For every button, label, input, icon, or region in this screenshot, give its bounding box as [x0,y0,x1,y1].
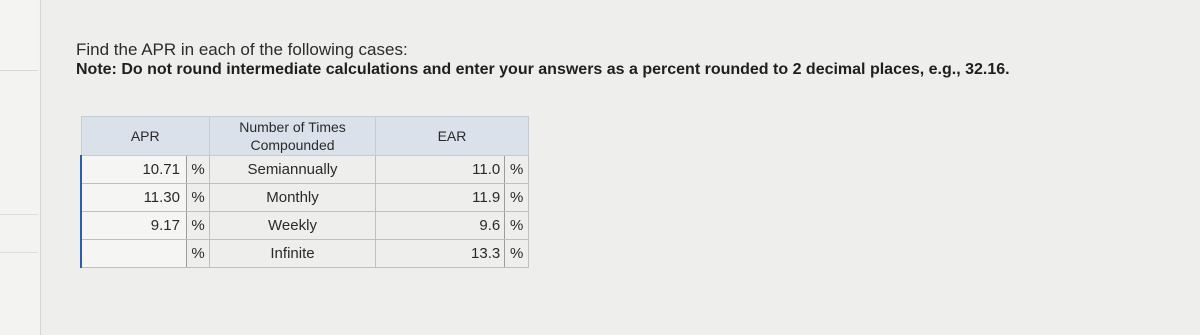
header-apr: APR [81,117,210,156]
percent-unit: % [505,156,529,184]
header-ear: EAR [376,117,529,156]
percent-unit: % [187,184,210,212]
sidebar-divider [0,252,38,253]
question-text: Find the APR in each of the following cases: [76,40,408,59]
compounding-frequency: Weekly [210,212,376,240]
left-sidebar [0,0,41,335]
percent-unit: % [187,212,210,240]
percent-unit: % [505,184,529,212]
ear-value: 13.3 [376,240,505,268]
header-compounded-line1: Number of Times [239,119,346,135]
apr-input[interactable]: 9.17 [81,212,187,240]
ear-value: 9.6 [376,212,505,240]
compounding-frequency: Monthly [210,184,376,212]
apr-table [80,116,529,268]
compounding-frequency: Semiannually [210,156,376,184]
table-row [81,184,529,212]
header-compounded-line2: Compounded [250,137,335,153]
percent-unit: % [187,156,210,184]
percent-unit: % [505,240,529,268]
ear-value: 11.0 [376,156,505,184]
sidebar-top-card[interactable] [0,0,38,71]
table-row [81,212,529,240]
question-instructions [76,40,1010,80]
table-header-row [81,117,529,156]
apr-input[interactable]: 11.30 [81,184,187,212]
table-row [81,240,529,268]
apr-input[interactable]: 10.71 [81,156,187,184]
sidebar-divider [0,214,38,215]
apr-input[interactable] [81,240,187,268]
percent-unit: % [187,240,210,268]
ear-value: 11.9 [376,184,505,212]
table-row [81,156,529,184]
percent-unit: % [505,212,529,240]
header-compounded [210,117,376,156]
question-note: Note: Do not round intermediate calculations and enter your answers as a percent rounded to 2 decimal places, e.g., 32.16. [76,61,1010,78]
compounding-frequency: Infinite [210,240,376,268]
